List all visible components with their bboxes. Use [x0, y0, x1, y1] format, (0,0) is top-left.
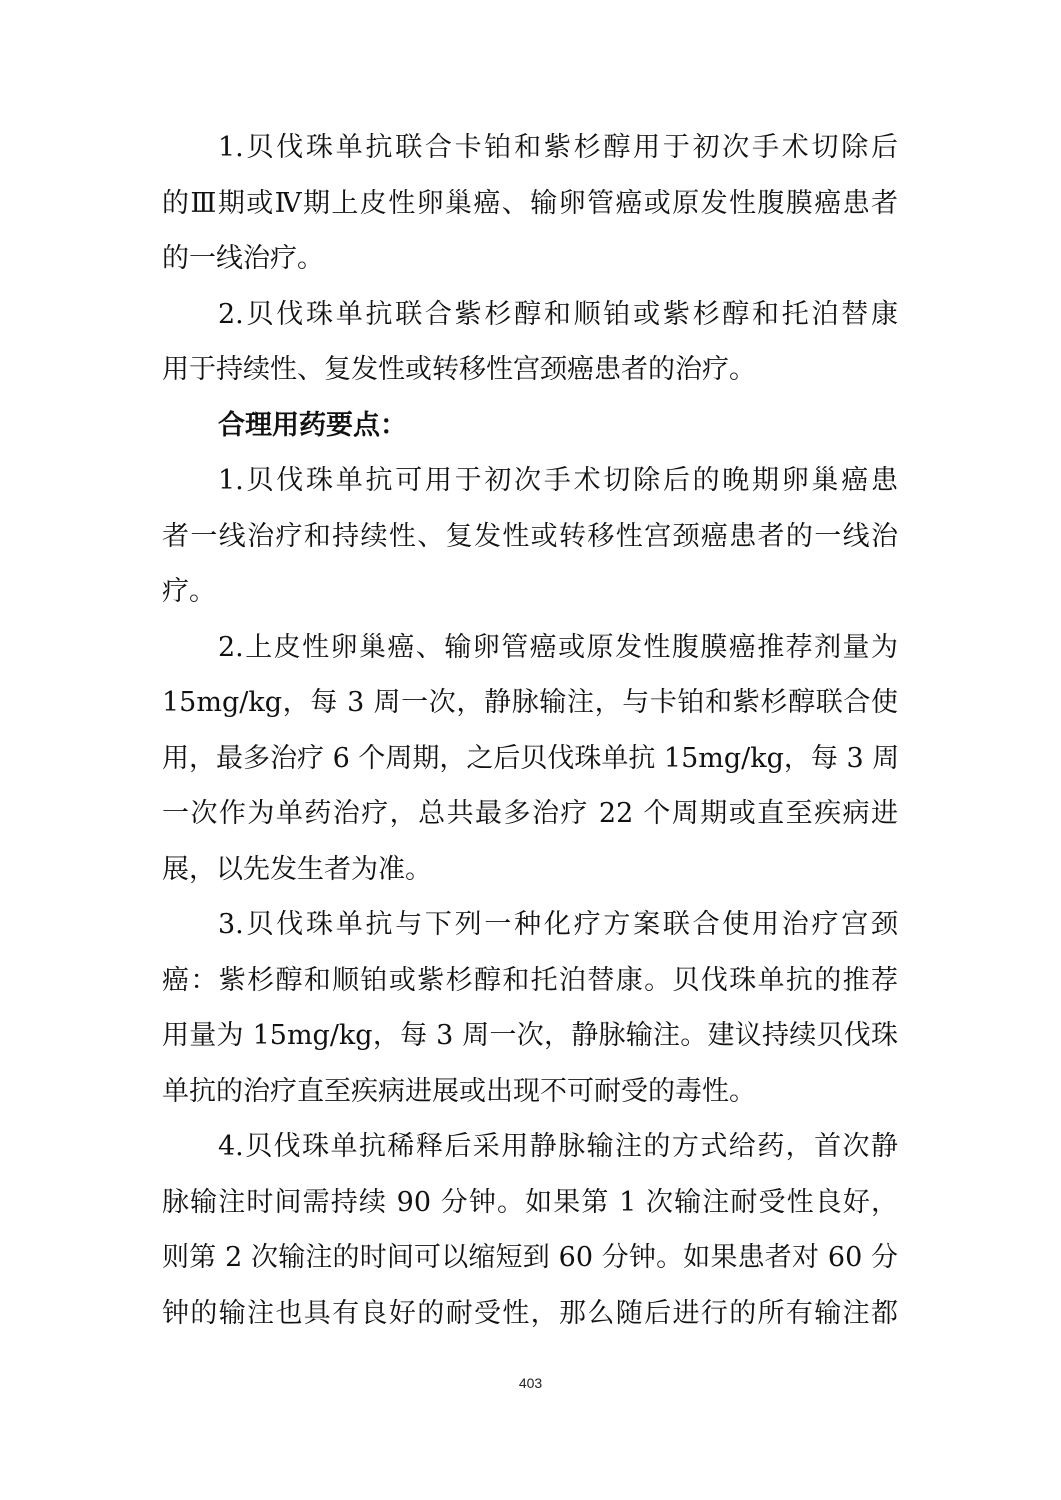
text-line: 2.贝伐珠单抗联合紫杉醇和顺铂或紫杉醇和托泊替康	[218, 298, 898, 330]
text-line: 2.上皮性卵巢癌、输卵管癌或原发性腹膜癌推荐剂量为	[218, 631, 898, 663]
text-line: 用量为 15mg/kg，每 3 周一次，静脉输注。建议持续贝伐珠	[162, 1020, 898, 1051]
text-line: 4.贝伐珠单抗稀释后采用静脉输注的方式给药，首次静	[218, 1131, 898, 1162]
text-line: 疗。	[162, 576, 216, 607]
text-line: 的一线治疗。	[162, 243, 324, 274]
text-line: 的Ⅲ期或Ⅳ期上皮性卵巢癌、输卵管癌或原发性腹膜癌患者	[162, 187, 898, 219]
paragraph	[162, 1127, 898, 1349]
text-line: 脉输注时间需持续 90 分钟。如果第 1 次输注耐受性良好，	[162, 1186, 898, 1218]
text-line: 钟的输注也具有良好的耐受性，那么随后进行的所有输注都	[162, 1297, 898, 1329]
paragraph	[162, 905, 898, 1127]
text-line: 3.贝伐珠单抗与下列一种化疗方案联合使用治疗宫颈	[218, 909, 898, 940]
text-line: 用于持续性、复发性或转移性宫颈癌患者的治疗。	[162, 354, 756, 385]
section-heading	[162, 406, 898, 462]
text-line: 癌：紫杉醇和顺铂或紫杉醇和托泊替康。贝伐珠单抗的推荐	[162, 964, 898, 996]
document-body	[162, 128, 898, 1349]
paragraph	[162, 295, 898, 406]
text-line: 合理用药要点：	[218, 409, 407, 441]
text-line: 1.贝伐珠单抗可用于初次手术切除后的晚期卵巢癌患	[218, 465, 898, 496]
paragraph	[162, 628, 898, 906]
text-line: 1.贝伐珠单抗联合卡铂和紫杉醇用于初次手术切除后	[218, 132, 898, 163]
text-line: 单抗的治疗直至疾病进展或出现不可耐受的毒性。	[162, 1075, 756, 1107]
text-line: 15mg/kg，每 3 周一次，静脉输注，与卡铂和紫杉醇联合使	[162, 687, 898, 718]
text-line: 用，最多治疗 6 个周期，之后贝伐珠单抗 15mg/kg，每 3 周	[162, 742, 900, 774]
paragraph	[162, 461, 898, 628]
text-line: 者一线治疗和持续性、复发性或转移性宫颈癌患者的一线治	[162, 520, 898, 552]
text-line: 展，以先发生者为准。	[162, 853, 432, 885]
page-number: 403	[518, 1375, 543, 1391]
text-line: 一次作为单药治疗，总共最多治疗 22 个周期或直至疾病进	[162, 798, 898, 829]
text-line: 则第 2 次输注的时间可以缩短到 60 分钟。如果患者对 60 分	[162, 1242, 898, 1273]
paragraph	[162, 128, 898, 295]
